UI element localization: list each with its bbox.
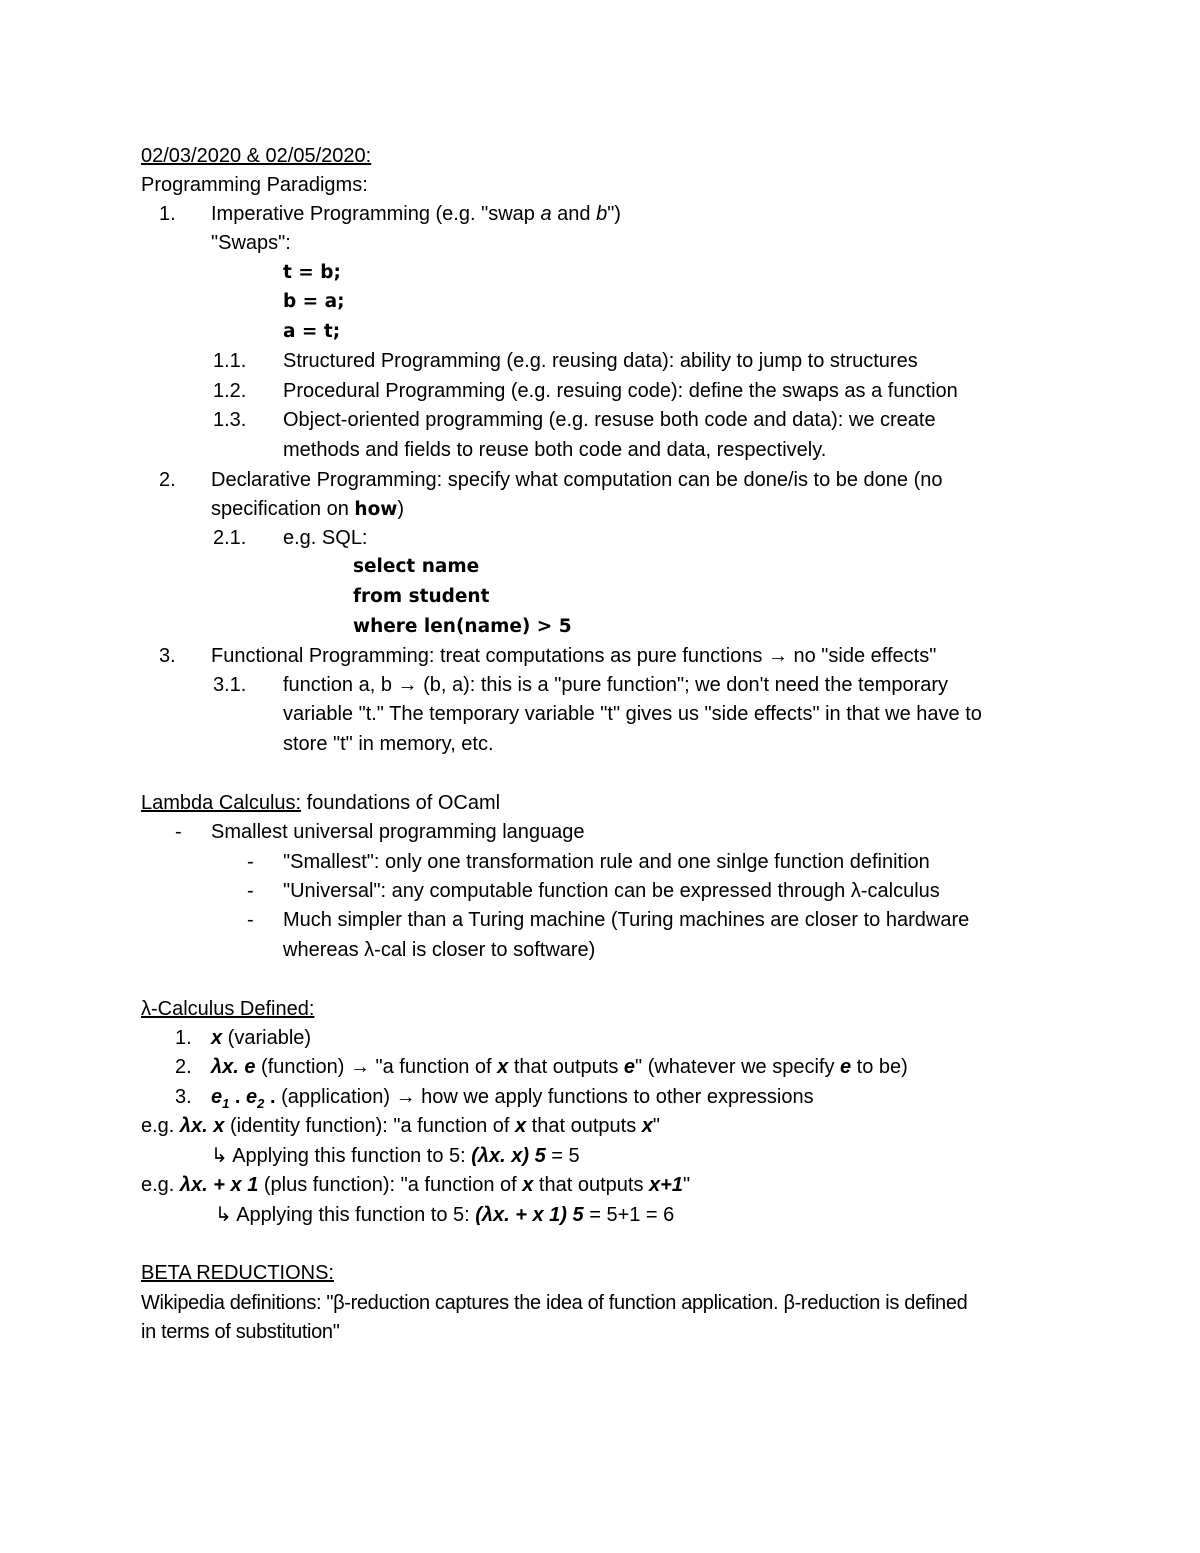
list-text: methods and fields to reuse both code and data, respectively.	[283, 439, 827, 461]
list-text: variable "t." The temporary variable "t" gives us "side effects" in that we have to	[283, 703, 982, 725]
list-text: Procedural Programming (e.g. resuing code): define the swaps as a function	[283, 380, 958, 402]
list-number: 3.	[159, 645, 176, 667]
list-number: 3.	[175, 1086, 192, 1108]
dash-bullet: -	[247, 909, 254, 931]
list-number: 3.1.	[213, 674, 247, 696]
code-text: b = a;	[283, 291, 345, 312]
example-application-text: ↳ Applying this function to 5: (λx. x) 5 = 5	[211, 1145, 580, 1167]
example-text: e.g. λx. + x 1 (plus function): "a function of x that outputs x+1"	[141, 1174, 691, 1196]
list-text: x (variable)	[211, 1027, 312, 1049]
list-number: 1.	[159, 203, 176, 225]
sql-text: where len(name) > 5	[353, 616, 572, 637]
list-text: Imperative Programming (e.g. "swap a and b")	[211, 203, 621, 225]
dash-bullet: -	[247, 880, 254, 902]
code-text: a = t;	[283, 321, 341, 342]
example-application-text: ↳ Applying this function to 5: (λx. + x 1) 5 = 5+1 = 6	[215, 1204, 675, 1226]
list-text: whereas λ-cal is closer to software)	[283, 939, 596, 961]
list-number: 2.1.	[213, 527, 247, 549]
list-text: e.g. SQL:	[283, 527, 368, 549]
beta-heading: BETA REDUCTIONS:	[141, 1262, 334, 1284]
list-text: Declarative Programming: specify what computation can be done/is to be done (no	[211, 469, 943, 491]
example-text: e.g. λx. x (identity function): "a function of x that outputs x"	[141, 1115, 660, 1137]
list-text: "Smallest": only one transformation rule and one sinlge function definition	[283, 851, 930, 873]
list-number: 1.3.	[213, 409, 247, 431]
paradigms-title: Programming Paradigms:	[141, 174, 368, 196]
list-number: 2.	[159, 469, 176, 491]
list-text: Smallest universal programming language	[211, 821, 585, 843]
dash-bullet: -	[175, 821, 182, 843]
list-number: 1.	[175, 1027, 192, 1049]
dash-bullet: -	[247, 851, 254, 873]
list-text: "Universal": any computable function can be expressed through λ-calculus	[283, 880, 940, 902]
code-text: t = b;	[283, 262, 341, 283]
swaps-label: "Swaps":	[211, 232, 291, 254]
list-text: Structured Programming (e.g. reusing data): ability to jump to structures	[283, 350, 918, 372]
list-number: 1.2.	[213, 380, 247, 402]
lambda-heading: Lambda Calculus: foundations of OCaml	[141, 792, 501, 814]
list-text: specification on how)	[211, 498, 405, 520]
beta-text: in terms of substitution"	[141, 1321, 340, 1343]
list-text: store "t" in memory, etc.	[283, 733, 494, 755]
list-number: 1.1.	[213, 350, 247, 372]
list-number: 2.	[175, 1056, 192, 1078]
sql-text: from student	[353, 586, 490, 607]
list-text: Much simpler than a Turing machine (Turing machines are closer to hardware	[283, 909, 970, 931]
list-text: λx. e (function) → "a function of x that outputs e" (whatever we specify e to be)	[211, 1056, 908, 1078]
defined-heading: λ-Calculus Defined:	[141, 998, 315, 1020]
list-text: Object-oriented programming (e.g. resuse both code and data): we create	[283, 409, 936, 431]
date-heading: 02/03/2020 & 02/05/2020:	[141, 145, 372, 167]
sql-text: select name	[353, 556, 480, 577]
list-text: $e_1$ . $e_2$ . (application) → how we apply functions to other expressions	[211, 1086, 814, 1111]
beta-text: Wikipedia definitions: "β-reduction captures the idea of function application. β-reduction is defined	[141, 1292, 968, 1314]
list-text: Functional Programming: treat computations as pure functions → no "side effects"	[211, 645, 937, 667]
list-text: function a, b → (b, a): this is a "pure function"; we don't need the temporary	[283, 674, 949, 696]
